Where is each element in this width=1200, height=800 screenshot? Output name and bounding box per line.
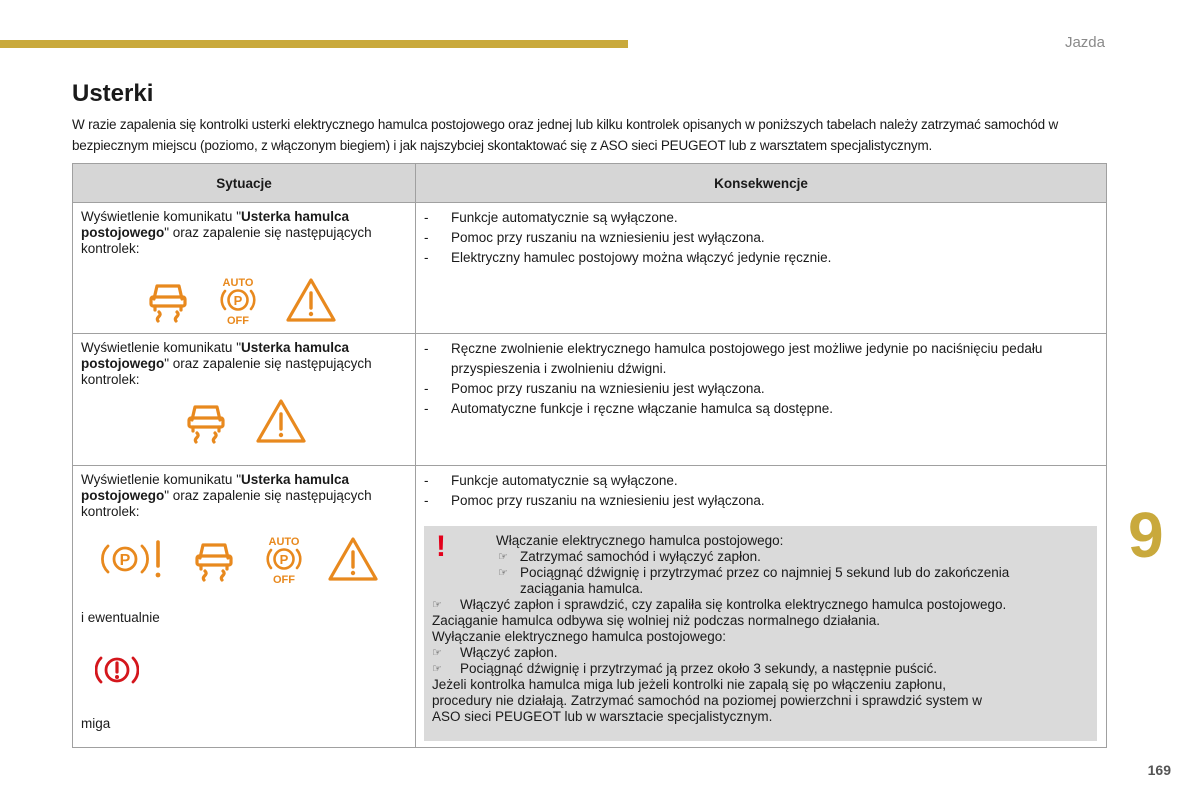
svg-text:P: P bbox=[119, 552, 131, 569]
auto-p-off-icon bbox=[263, 534, 305, 584]
situation-text: Wyświetlenie komunikatu "Usterka hamulca postojowego" oraz zapalenie się następujących kontrolek: bbox=[81, 340, 372, 387]
pointing-hand-icon: ☞ bbox=[432, 599, 442, 611]
table-row bbox=[73, 466, 1107, 748]
warning-lights bbox=[99, 534, 379, 584]
list-item: - Automatyczne funkcje i ręczne włączanie hamulca są dostępne. bbox=[424, 399, 1096, 419]
pointing-hand-icon: ☞ bbox=[498, 567, 508, 579]
svg-text:AUTO: AUTO bbox=[268, 536, 300, 548]
warning-box bbox=[424, 526, 1097, 741]
label-blinks: miga bbox=[81, 716, 111, 731]
svg-text:OFF: OFF bbox=[273, 574, 295, 584]
warning-text: ASO sieci PEUGEOT lub w warsztacie specjalistycznym. bbox=[432, 709, 773, 724]
warning-step: ☞ Włączyć zapłon i sprawdzić, czy zapaliła się kontrolka elektrycznego hamulca postojowego. bbox=[432, 597, 1007, 612]
section-name: Jazda bbox=[1064, 34, 1105, 51]
esp-skid-icon bbox=[145, 277, 191, 323]
header-situations: Sytuacje bbox=[73, 164, 416, 203]
warning-step: ☞ Włączyć zapłon. bbox=[432, 645, 558, 660]
svg-text:P: P bbox=[279, 552, 289, 567]
warning-text: procedury nie działają. Zatrzymać samochód na poziomej powierzchni i sprawdzić system w bbox=[432, 693, 982, 708]
consequence-cell bbox=[416, 334, 1107, 466]
warning-step: ☞ Pociągnąć dźwignię i przytrzymać ją przez około 3 sekundy, a następnie puścić. bbox=[432, 661, 937, 676]
esp-skid-icon bbox=[191, 536, 237, 582]
warning-lights bbox=[145, 275, 337, 325]
list-item: - Funkcje automatycznie są wyłączone. bbox=[424, 471, 1096, 491]
warning-triangle-icon bbox=[327, 536, 379, 582]
warning-text: Jeżeli kontrolka hamulca miga lub jeżeli kontrolki nie zapalą się po włączeniu zapłonu, bbox=[432, 677, 947, 692]
consequence-list bbox=[416, 466, 1106, 511]
faults-table bbox=[72, 163, 1107, 748]
pointing-hand-icon: ☞ bbox=[432, 663, 442, 675]
svg-text:OFF: OFF bbox=[227, 315, 249, 325]
chapter-number: 9 bbox=[1128, 499, 1164, 571]
list-item: - Elektryczny hamulec postojowy można włączyć jedynie ręcznie. bbox=[424, 248, 1096, 268]
list-item: - Pomoc przy ruszaniu na wzniesieniu jest wyłączona. bbox=[424, 491, 1096, 511]
warning-heading: Wyłączanie elektrycznego hamulca postojowego: bbox=[432, 629, 727, 644]
situation-text: Wyświetlenie komunikatu "Usterka hamulca postojowego" oraz zapalenie się następujących kontrolek: bbox=[81, 209, 372, 256]
list-item: - Pomoc przy ruszaniu na wzniesieniu jest wyłączona. bbox=[424, 379, 1096, 399]
table-row bbox=[73, 334, 1107, 466]
consequence-cell bbox=[416, 466, 1107, 748]
parking-brake-fault-icon bbox=[99, 536, 165, 582]
warning-step: ☞ Zatrzymać samochód i wyłączyć zapłon. bbox=[498, 549, 761, 564]
esp-skid-icon bbox=[183, 398, 229, 444]
header-accent-bar bbox=[0, 40, 628, 48]
warning-step: ☞ Pociągnąć dźwignię i przytrzymać przez co najmniej 5 sekund lub do zakończenia bbox=[498, 565, 1010, 580]
warning-triangle-icon bbox=[285, 277, 337, 323]
svg-text:AUTO: AUTO bbox=[222, 277, 254, 289]
table-row bbox=[73, 203, 1107, 334]
pointing-hand-icon: ☞ bbox=[498, 551, 508, 563]
svg-text:P: P bbox=[233, 293, 243, 308]
label-eventually: i ewentualnie bbox=[81, 610, 160, 625]
pointing-hand-icon: ☞ bbox=[432, 647, 442, 659]
warning-heading: Włączanie elektrycznego hamulca postojowego: bbox=[496, 533, 784, 548]
list-item: - Pomoc przy ruszaniu na wzniesieniu jest wyłączona. bbox=[424, 228, 1096, 248]
consequence-list bbox=[416, 334, 1106, 419]
situation-cell bbox=[73, 466, 416, 748]
list-item: - Funkcje automatycznie są wyłączone. bbox=[424, 208, 1096, 228]
auto-p-off-icon bbox=[217, 275, 259, 325]
page-title: Usterki bbox=[72, 80, 154, 107]
page-number: 169 bbox=[1147, 762, 1171, 778]
exclamation-icon: ! bbox=[436, 530, 446, 563]
situation-cell bbox=[73, 203, 416, 334]
warning-step-continued: zaciągania hamulca. bbox=[520, 581, 644, 596]
warning-lights bbox=[183, 398, 307, 444]
consequence-cell bbox=[416, 203, 1107, 334]
situation-text: Wyświetlenie komunikatu "Usterka hamulca postojowego" oraz zapalenie się następujących kontrolek: bbox=[81, 472, 372, 519]
header-consequences: Konsekwencje bbox=[416, 164, 1107, 203]
red-brake-light bbox=[95, 652, 139, 688]
warning-text: Zaciąganie hamulca odbywa się wolniej niż podczas normalnego działania. bbox=[432, 613, 881, 628]
consequence-list bbox=[416, 203, 1106, 268]
intro-paragraph: W razie zapalenia się kontrolki usterki elektrycznego hamulca postojowego oraz jednej lub kilku kontrolek opisanych w poniższych tabelach należy zatrzymać samochód w bezpiecznym miejscu (poziomo, z włączonym biegiem) i jak najszybciej skontaktować się z ASO sieci PEUGEOT lub z warsztatem specjalistycznym. bbox=[72, 117, 1058, 153]
situation-cell bbox=[73, 334, 416, 466]
warning-triangle-icon bbox=[255, 398, 307, 444]
list-item: - Ręczne zwolnienie elektrycznego hamulca postojowego jest możliwe jedynie po naciśnięciu pedału przyspieszenia i zwolnieniu dźwigni. bbox=[424, 339, 1096, 379]
brake-warning-red-icon bbox=[95, 652, 139, 688]
